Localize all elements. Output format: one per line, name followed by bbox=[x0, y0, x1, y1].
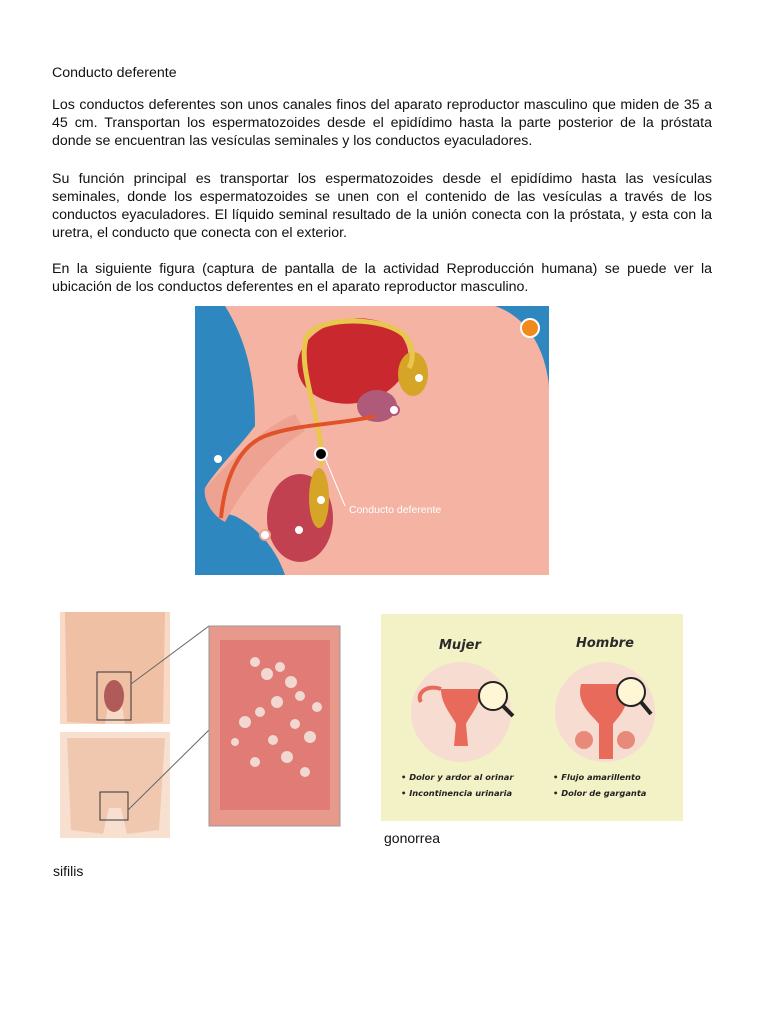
hombre-title: Hombre bbox=[576, 636, 634, 651]
marker-epididymis bbox=[316, 495, 326, 505]
hombre-symptom-2: • Dolor de garganta bbox=[553, 788, 647, 798]
caption-sifilis: sifilis bbox=[53, 863, 84, 879]
mujer-title: Mujer bbox=[439, 638, 481, 653]
mujer-symptom-2: • Incontinencia urinaria bbox=[401, 788, 513, 798]
mujer-symptom-1: • Dolor y ardor al orinar bbox=[401, 772, 514, 782]
deferente-label: Conducto deferente bbox=[349, 504, 442, 516]
hombre-symptom-1: • Flujo amarillento bbox=[553, 772, 641, 782]
gonorrea-figure bbox=[381, 614, 683, 821]
marker-penis bbox=[214, 455, 222, 463]
sifilis-figure bbox=[55, 612, 345, 838]
paragraph-definition: Los conductos deferentes son unos canales finos del aparato reproductor masculino que miden de 35 a 45 cm. Transportan los espermatozoides desde el epidídimo hasta la parte posterior de la próstata donde se encuentran las vesículas seminales y los conductos eyaculadores. bbox=[52, 97, 712, 149]
caption-gonorrea: gonorrea bbox=[384, 830, 441, 846]
anatomy-figure bbox=[195, 306, 549, 575]
page-title: Conducto deferente bbox=[52, 65, 177, 81]
marker-seminal-vesicle bbox=[414, 373, 424, 383]
marker-scrotum bbox=[260, 530, 270, 540]
marker-testicle bbox=[294, 525, 304, 535]
paragraph-function: Su función principal es transportar los espermatozoides desde el epidídimo hasta las vesículas seminales, donde los espermatozoides se unen con el contenido de las vesículas a través de los conductos eyaculadores. El líquido seminal resultado de la unión conecta con la próstata, y esta con la uretra, el conducto que conecta con el exterior. bbox=[52, 171, 712, 241]
marker-orange bbox=[521, 319, 539, 337]
paragraph-figure-intro: En la siguiente figura (captura de pantalla de la actividad Reproducción humana) se puede ver la ubicación de los conductos deferentes en el aparato reproductor masculino. bbox=[52, 261, 712, 295]
marker-prostate bbox=[389, 405, 399, 415]
